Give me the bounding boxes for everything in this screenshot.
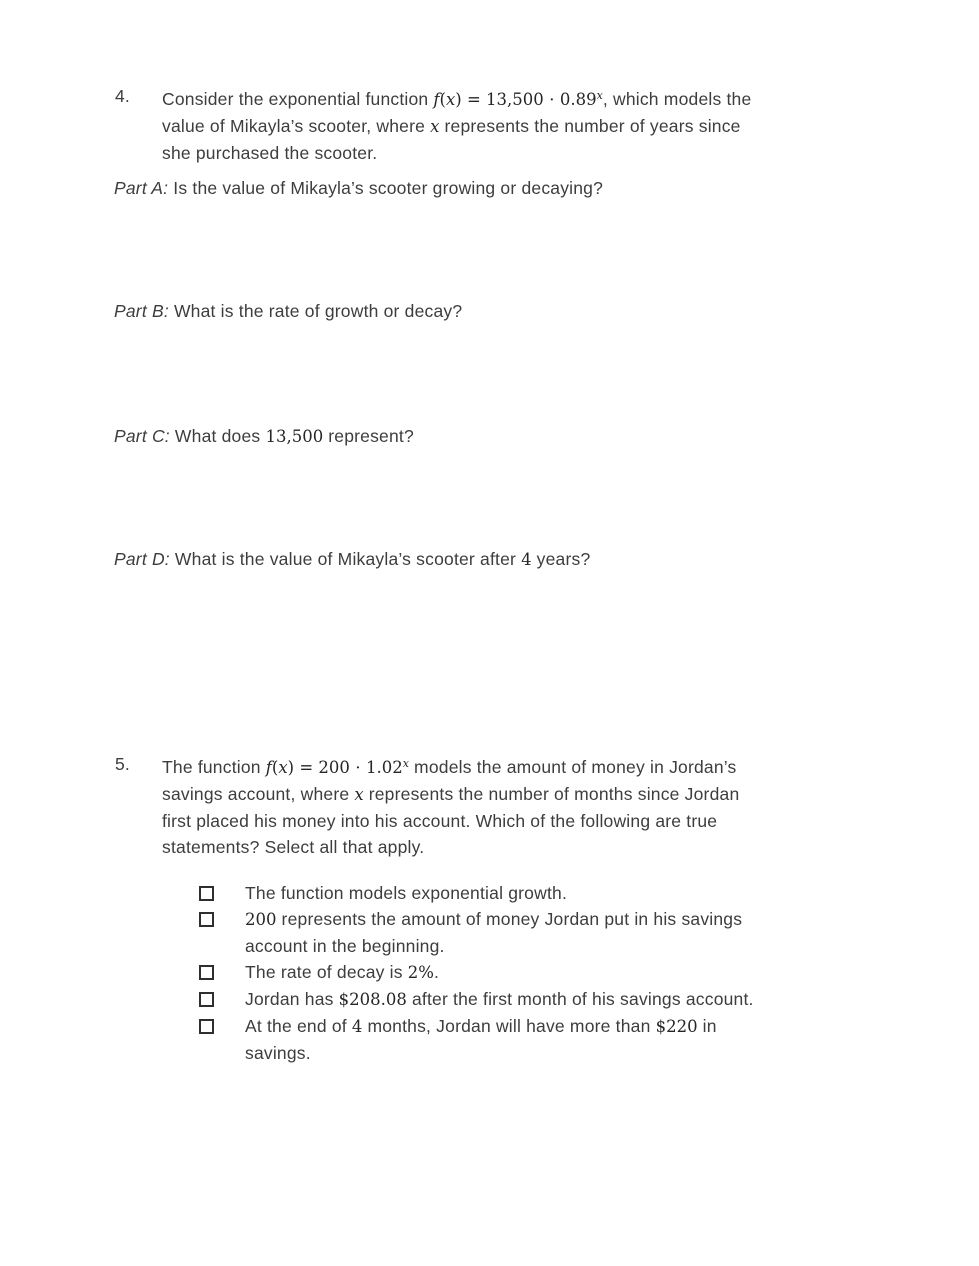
checkbox-option — [199, 959, 879, 986]
question-5-number: 5. — [115, 754, 130, 774]
checkbox-option-label: Jordan has $208.08 after the first month of his savings account. — [245, 989, 754, 1009]
question-5-text: The function $f(x) = 200 \cdot 1.02^x$ models the amount of money in Jordan’s savings account, where x represents the number of months since Jordan first placed his money into his account. Which of the following are true statements? Select all that apply. — [162, 757, 740, 857]
checkbox-unchecked-icon[interactable] — [199, 886, 214, 901]
question-4-part-d: Part D: What is the value of Mikayla’s scooter after 4 years? — [114, 549, 591, 569]
question-4-part-a: Part A: Is the value of Mikayla’s scooter growing or decaying? — [114, 178, 604, 198]
checkbox-option — [199, 1013, 879, 1066]
question-4-text: Consider the exponential function $f(x) = 13,500 \cdot 0.89^x$, which models the value of Mikayla’s scooter, where x represents the number of years since she purchased the scooter. — [162, 89, 752, 163]
question-4-number: 4. — [115, 86, 130, 106]
checkbox-option-label: 200 represents the amount of money Jordan put in his savings account in the beginning. — [245, 909, 743, 956]
question-4-part-c: Part C: What does 13,500 represent? — [114, 426, 414, 446]
question-5 — [115, 751, 922, 860]
checkbox-unchecked-icon[interactable] — [199, 992, 214, 1007]
checkbox-option-label: The rate of decay is 2%. — [245, 962, 440, 982]
checkbox-option — [199, 986, 879, 1013]
question-5-choices — [199, 880, 879, 1066]
checkbox-option — [199, 906, 879, 959]
checkbox-unchecked-icon[interactable] — [199, 1019, 214, 1034]
checkbox-option — [199, 880, 879, 906]
question-4-part-b: Part B: What is the rate of growth or decay? — [114, 301, 463, 321]
checkbox-option-label: The function models exponential growth. — [245, 883, 568, 903]
checkbox-unchecked-icon[interactable] — [199, 965, 214, 980]
question-4 — [115, 83, 922, 166]
checkbox-option-label: At the end of 4 months, Jordan will have more than $220 in savings. — [245, 1016, 717, 1063]
checkbox-unchecked-icon[interactable] — [199, 912, 214, 927]
